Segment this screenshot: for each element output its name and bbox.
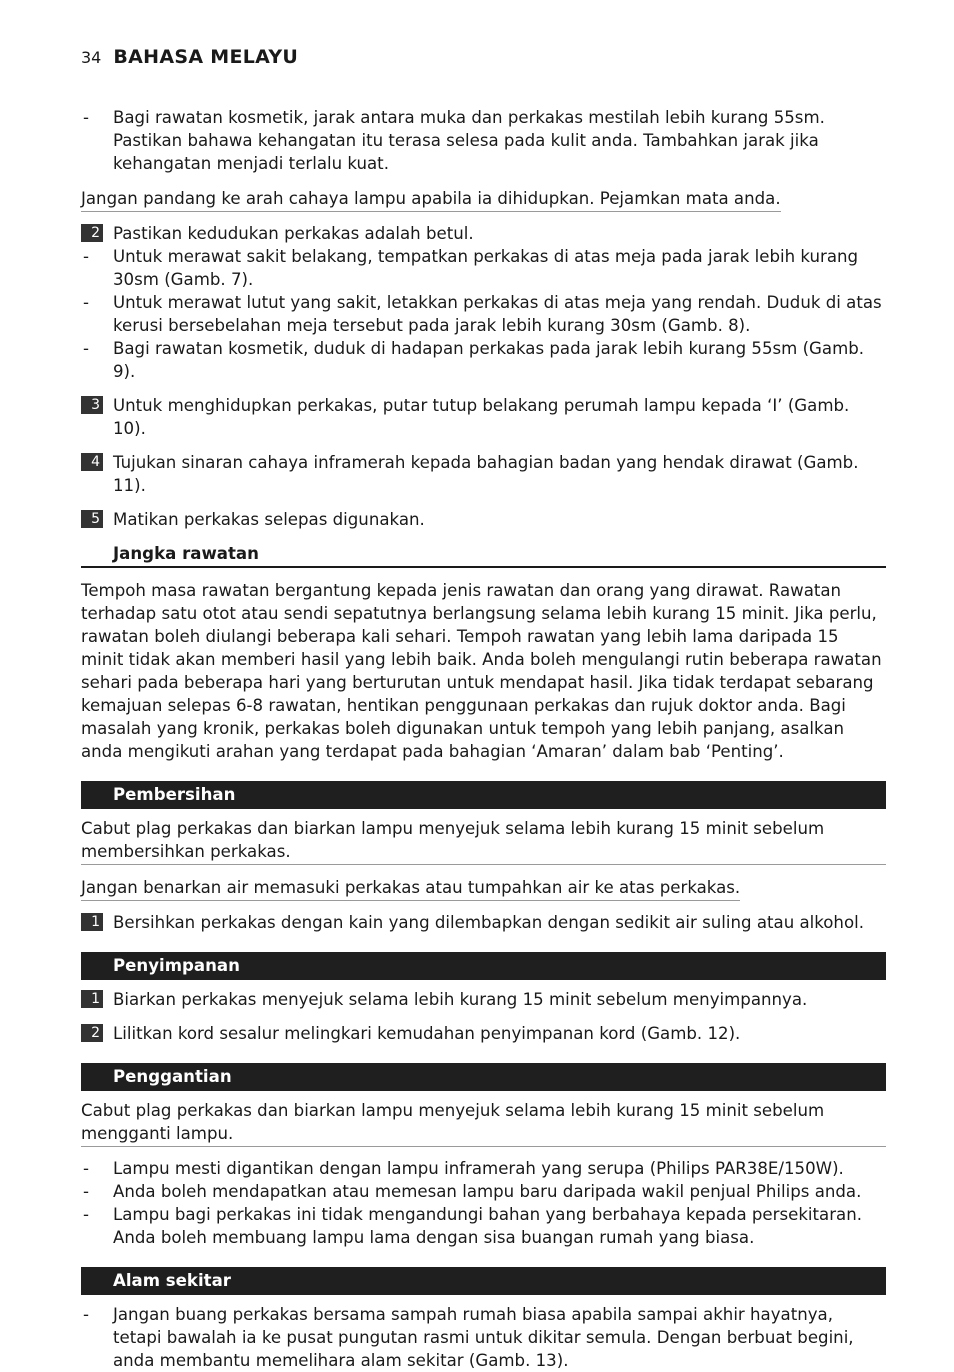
bullet-dash: - — [83, 1159, 89, 1178]
bullet-text: Untuk merawat lutut yang sakit, letakkan perkakas di atas meja yang rendah. Duduk di atas kerusi bersebelahan meja tersebut pada jarak lebih kurang 30sm (Gamb. 8). — [113, 293, 882, 335]
step-4 — [81, 451, 886, 497]
page-language-title: BAHASA MELAYU — [113, 46, 299, 68]
section-heading-penggantian: Penggantian — [81, 1063, 886, 1091]
warning-unplug-cleaning: Cabut plag perkakas dan biarkan lampu menyejuk selama lebih kurang 15 minit sebelum membersihkan perkakas. — [81, 817, 886, 865]
list-item — [81, 106, 886, 175]
step-5 — [81, 508, 886, 531]
step-text: Bersihkan perkakas dengan kain yang dilembapkan dengan sedikit air suling atau alkohol. — [113, 913, 864, 932]
list-item — [81, 291, 886, 337]
storage-step-2 — [81, 1022, 886, 1045]
bullet-text: Bagi rawatan kosmetik, duduk di hadapan perkakas pada jarak lebih kurang 55sm (Gamb. 9). — [113, 339, 865, 381]
environment-bullet-list — [81, 1303, 886, 1372]
step-text: Tujukan sinaran cahaya inframerah kepada bahagian badan yang hendak dirawat (Gamb. 11). — [113, 453, 859, 495]
step-number: 5 — [81, 510, 103, 528]
bullet-dash: - — [83, 293, 89, 312]
section-heading-alam-sekitar: Alam sekitar — [81, 1267, 886, 1295]
jangka-rawatan-paragraph: Tempoh masa rawatan bergantung kepada jenis rawatan dan orang yang dirawat. Rawatan terhadap satu otot atau sendi sepatutnya berlangsung selama lebih kurang 15 minit. Jika perlu, rawatan boleh diulangi beberapa kali sehari. Tempoh rawatan yang lebih lama daripada 15 minit tidak akan memberi hasil yang lebih baik. Anda boleh mengulangi rutin beberapa rawatan sehari pada beberapa hari yang berturutan untuk mendapat hasil. Jika tidak terdapat sebarang kemajuan selepas 6-8 rawatan, hentikan penggunaan perkakas dan rujuk doktor anda. Bagi masalah yang kronik, perkakas boleh digunakan untuk tempoh yang lebih panjang, asalkan anda mengikuti arahan yang terdapat pada bahagian ‘Amaran’ dalam bab ‘Penting’. — [81, 581, 882, 761]
bullet-dash: - — [83, 1182, 89, 1201]
warning-unplug-replacing: Cabut plag perkakas dan biarkan lampu menyejuk selama lebih kurang 15 minit sebelum mengganti lampu. — [81, 1099, 886, 1147]
bullet-text: Bagi rawatan kosmetik, jarak antara muka dan perkakas mestilah lebih kurang 55sm. Pastikan bahawa kehangatan itu terasa selesa pada kulit anda. Tambahkan jarak jika kehangatan menjadi terlalu kuat. — [113, 108, 825, 173]
list-item — [81, 245, 886, 291]
step-3 — [81, 394, 886, 440]
bullet-text: Lampu bagi perkakas ini tidak mengandungi bahan yang berbahaya kepada persekitaran. Anda boleh membuang lampu lama dengan sisa buangan rumah yang biasa. — [113, 1205, 862, 1247]
intro-bullet-list — [81, 106, 886, 175]
step-text: Biarkan perkakas menyejuk selama lebih kurang 15 minit sebelum menyimpannya. — [113, 990, 808, 1009]
step-number: 2 — [81, 1024, 103, 1042]
list-item — [81, 1303, 886, 1372]
list-item — [81, 1180, 886, 1203]
step-text: Matikan perkakas selepas digunakan. — [113, 510, 425, 529]
step-2-bullet-list — [81, 245, 886, 383]
bullet-text: Lampu mesti digantikan dengan lampu inframerah yang serupa (Philips PAR38E/150W). — [113, 1159, 844, 1178]
list-item — [81, 1203, 886, 1249]
step-number: 3 — [81, 396, 103, 414]
step-text: Pastikan kedudukan perkakas adalah betul. — [113, 224, 474, 243]
bullet-dash: - — [83, 1305, 89, 1324]
cleaning-step-1 — [81, 911, 886, 934]
section-heading-pembersihan: Pembersihan — [81, 781, 886, 809]
warning-eyes: Jangan pandang ke arah cahaya lampu apabila ia dihidupkan. Pejamkan mata anda. — [81, 187, 781, 212]
step-number: 2 — [81, 224, 103, 242]
page-number: 34 — [81, 48, 102, 67]
list-item — [81, 1157, 886, 1180]
step-number: 1 — [81, 913, 103, 931]
page-header — [81, 46, 886, 76]
bullet-dash: - — [83, 108, 89, 127]
bullet-text: Untuk merawat sakit belakang, tempatkan perkakas di atas meja pada jarak lebih kurang 30sm (Gamb. 7). — [113, 247, 859, 289]
replacement-bullet-list — [81, 1157, 886, 1249]
step-2 — [81, 222, 886, 245]
bullet-dash: - — [83, 1205, 89, 1224]
warning-no-water: Jangan benarkan air memasuki perkakas atau tumpahkan air ke atas perkakas. — [81, 876, 740, 901]
list-item — [81, 337, 886, 383]
section-heading-penyimpanan: Penyimpanan — [81, 952, 886, 980]
step-number: 4 — [81, 453, 103, 471]
storage-step-1 — [81, 988, 886, 1011]
step-text: Untuk menghidupkan perkakas, putar tutup belakang perumah lampu kepada ‘I’ (Gamb. 10). — [113, 396, 850, 438]
bullet-dash: - — [83, 339, 89, 358]
bullet-dash: - — [83, 247, 89, 266]
manual-page — [81, 46, 886, 1372]
bullet-text: Jangan buang perkakas bersama sampah rumah biasa apabila sampai akhir hayatnya, tetapi bawalah ia ke pusat pungutan rasmi untuk dikitar semula. Dengan berbuat begini, anda membantu memelihara alam sekitar (Gamb. 13). — [113, 1305, 854, 1370]
bullet-text: Anda boleh mendapatkan atau memesan lampu baru daripada wakil penjual Philips anda. — [113, 1182, 862, 1201]
step-number: 1 — [81, 990, 103, 1008]
subheading-jangka-rawatan: Jangka rawatan — [81, 542, 886, 568]
step-text: Lilitkan kord sesalur melingkari kemudahan penyimpanan kord (Gamb. 12). — [113, 1024, 741, 1043]
